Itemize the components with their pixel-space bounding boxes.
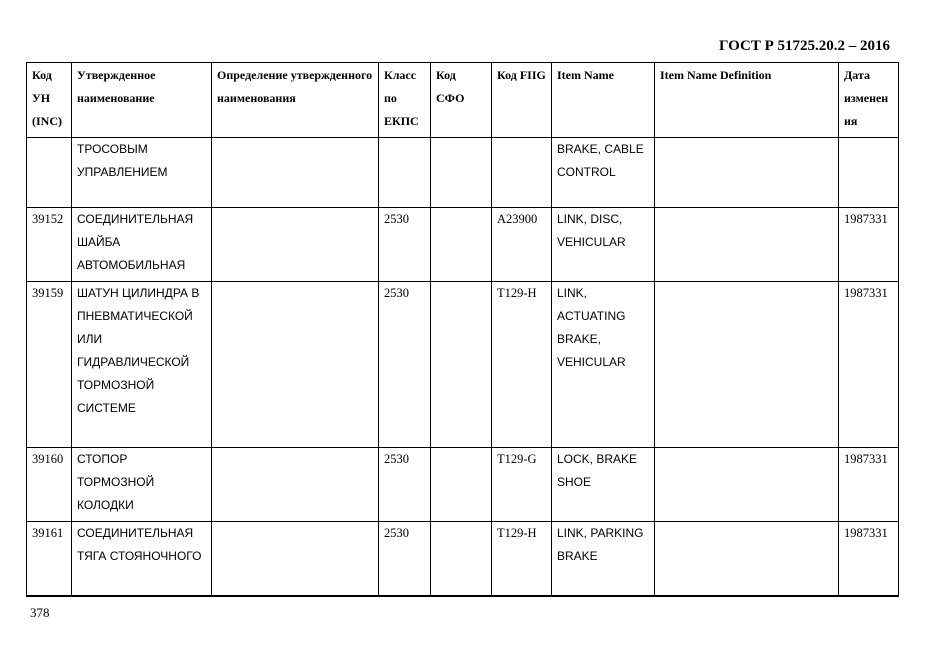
cell-item-name: BRAKE, CABLE CONTROL [552, 138, 655, 208]
column-header-sfo: Код СФО [431, 63, 492, 138]
cell-item-definition [655, 138, 839, 208]
cell-class: 2530 [379, 208, 431, 282]
column-header-item-definition: Item Name Definition [655, 63, 839, 138]
cell-name: СОЕДИНИТЕЛЬНАЯ ШАЙБА АВТОМОБИЛЬНАЯ [72, 208, 212, 282]
cell-sfo [431, 282, 492, 448]
cell-definition [212, 138, 379, 208]
cell-item-definition [655, 448, 839, 522]
cell-class: 2530 [379, 448, 431, 522]
cell-definition [212, 522, 379, 596]
cell-fiig: A23900 [492, 208, 552, 282]
cell-item-name: LOCK, BRAKE SHOE [552, 448, 655, 522]
cell-definition [212, 448, 379, 522]
cell-class: 2530 [379, 282, 431, 448]
standard-code: ГОСТ Р 51725.20.2 – 2016 [718, 38, 890, 54]
cell-item-name: LINK, DISC, VEHICULAR [552, 208, 655, 282]
column-header-class: Класс по ЕКПС [379, 63, 431, 138]
cell-name: СОЕДИНИТЕЛЬНАЯ ТЯГА СТОЯНОЧНОГО [72, 522, 212, 596]
cell-item-definition [655, 208, 839, 282]
table-row [27, 208, 899, 282]
table-row [27, 448, 899, 522]
table-row [27, 138, 899, 208]
cell-name: ШАТУН ЦИЛИНДРА В ПНЕВМАТИЧЕСКОЙ ИЛИ ГИДРАВЛИЧЕСКОЙ ТОРМОЗНОЙ СИСТЕМЕ [72, 282, 212, 448]
page-number: 378 [30, 605, 50, 620]
cell-fiig: T129-H [492, 282, 552, 448]
cell-fiig: T129-H [492, 522, 552, 596]
cell-sfo [431, 522, 492, 596]
column-header-item-name: Item Name [552, 63, 655, 138]
cell-sfo [431, 448, 492, 522]
cell-name: СТОПОР ТОРМОЗНОЙ КОЛОДКИ [72, 448, 212, 522]
column-header-definition: Определение утвержденного наименования [212, 63, 379, 138]
column-header-inc: Код УН (INC) [27, 63, 72, 138]
cell-date: 1987331 [839, 448, 899, 522]
column-header-fiig: Код FIIG [492, 63, 552, 138]
table-header-row [27, 63, 899, 138]
cell-inc: 39159 [27, 282, 72, 448]
cell-item-definition [655, 282, 839, 448]
inc-registry-table [26, 62, 899, 597]
cell-fiig [492, 138, 552, 208]
cell-item-definition [655, 522, 839, 596]
cell-date: 1987331 [839, 208, 899, 282]
cell-date [839, 138, 899, 208]
cell-inc: 39152 [27, 208, 72, 282]
cell-inc [27, 138, 72, 208]
column-header-date: Дата изменения [839, 63, 899, 138]
cell-definition [212, 282, 379, 448]
cell-name: ТРОСОВЫМ УПРАВЛЕНИЕМ [72, 138, 212, 208]
table-row [27, 282, 899, 448]
cell-definition [212, 208, 379, 282]
cell-inc: 39160 [27, 448, 72, 522]
cell-sfo [431, 208, 492, 282]
cell-date: 1987331 [839, 282, 899, 448]
cell-item-name: LINK, PARKING BRAKE [552, 522, 655, 596]
cell-class [379, 138, 431, 208]
cell-sfo [431, 138, 492, 208]
cell-class: 2530 [379, 522, 431, 596]
cell-inc: 39161 [27, 522, 72, 596]
column-header-name: Утвержденное наименование [72, 63, 212, 138]
table-row [27, 522, 899, 596]
cell-item-name: LINK, ACTUATING BRAKE, VEHICULAR [552, 282, 655, 448]
cell-date: 1987331 [839, 522, 899, 596]
cell-fiig: T129-G [492, 448, 552, 522]
